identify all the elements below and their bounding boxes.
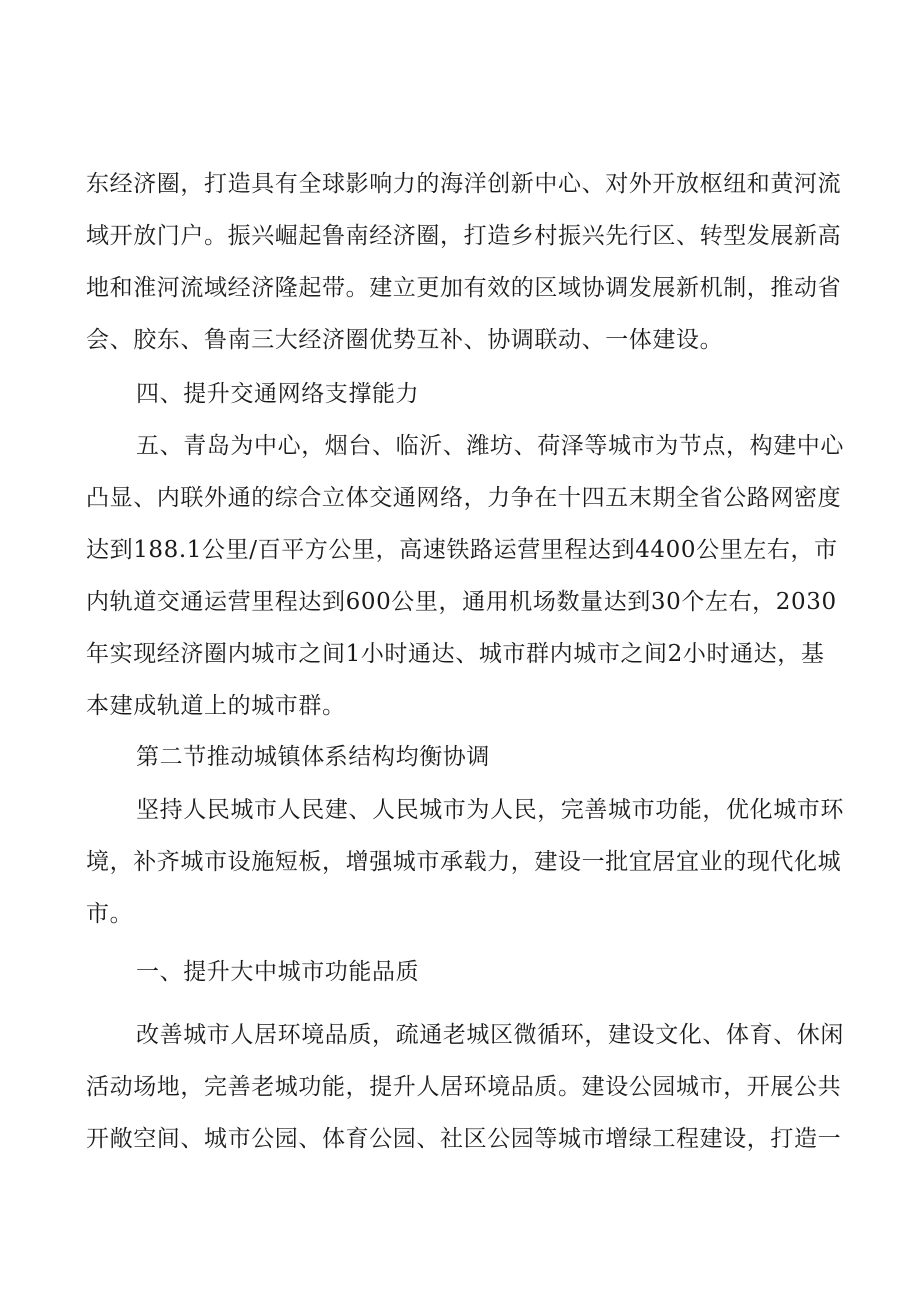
heading-transport-network: 四、提升交通网络支撑能力 bbox=[136, 381, 420, 407]
text-line: 五、青岛为中心，烟台、临沂、潍坊、荷泽等城市为节点，构建中心 bbox=[136, 433, 844, 459]
text-line: 市。 bbox=[86, 901, 134, 927]
text-line: 坚持人民城市人民建、人民城市为人民，完善城市功能，优化城市环 bbox=[136, 797, 844, 823]
text-line: 域开放门户。振兴崛起鲁南经济圈，打造乡村振兴先行区、转型发展新高 bbox=[86, 223, 842, 249]
paragraph-economic-circle bbox=[86, 158, 842, 366]
text-line: 活动场地，完善老城功能，提升人居环境品质。建设公园城市，开展公共 bbox=[86, 1074, 842, 1100]
text-line: 年实现经济圈内城市之间1小时通达、城市群内城市之间2小时通达，基 bbox=[86, 641, 825, 667]
text-line: 境，补齐城市设施短板，增强城市承载力，建设一批宜居宜业的现代化城 bbox=[86, 849, 842, 875]
text-line: 开敞空间、城市公园、体育公园、社区公园等城市增绿工程建设，打造一 bbox=[86, 1126, 842, 1152]
text-line: 地和淮河流域经济隆起带。建立更加有效的区域协调发展新机制，推动省 bbox=[86, 275, 842, 301]
text-line: 东经济圈，打造具有全球影响力的海洋创新中心、对外开放枢纽和黄河流 bbox=[86, 171, 842, 197]
text-line: 凸显、内联外通的综合立体交通网络，力争在十四五末期全省公路网密度 bbox=[86, 485, 842, 511]
text-line: 内轨道交通运营里程达到600公里，通用机场数量达到30个左右，2030 bbox=[86, 589, 837, 615]
text-line: 达到188.1公里/百平方公里，高速铁路运营里程达到4400公里左右，市 bbox=[86, 537, 838, 563]
heading-improve-city-quality: 一、提升大中城市功能品质 bbox=[136, 959, 420, 985]
heading-section-two: 第二节推动城镇体系结构均衡协调 bbox=[136, 744, 490, 770]
paragraph-people-city bbox=[86, 784, 844, 940]
paragraph-transport bbox=[86, 420, 844, 732]
text-line: 会、胶东、鲁南三大经济圈优势互补、协调联动、一体建设。 bbox=[86, 327, 724, 353]
paragraph-living-environment bbox=[86, 1009, 844, 1165]
text-line: 本建成轨道上的城市群。 bbox=[86, 693, 346, 719]
text-line: 改善城市人居环境品质，疏通老城区微循环，建设文化、体育、休闲 bbox=[136, 1022, 844, 1048]
